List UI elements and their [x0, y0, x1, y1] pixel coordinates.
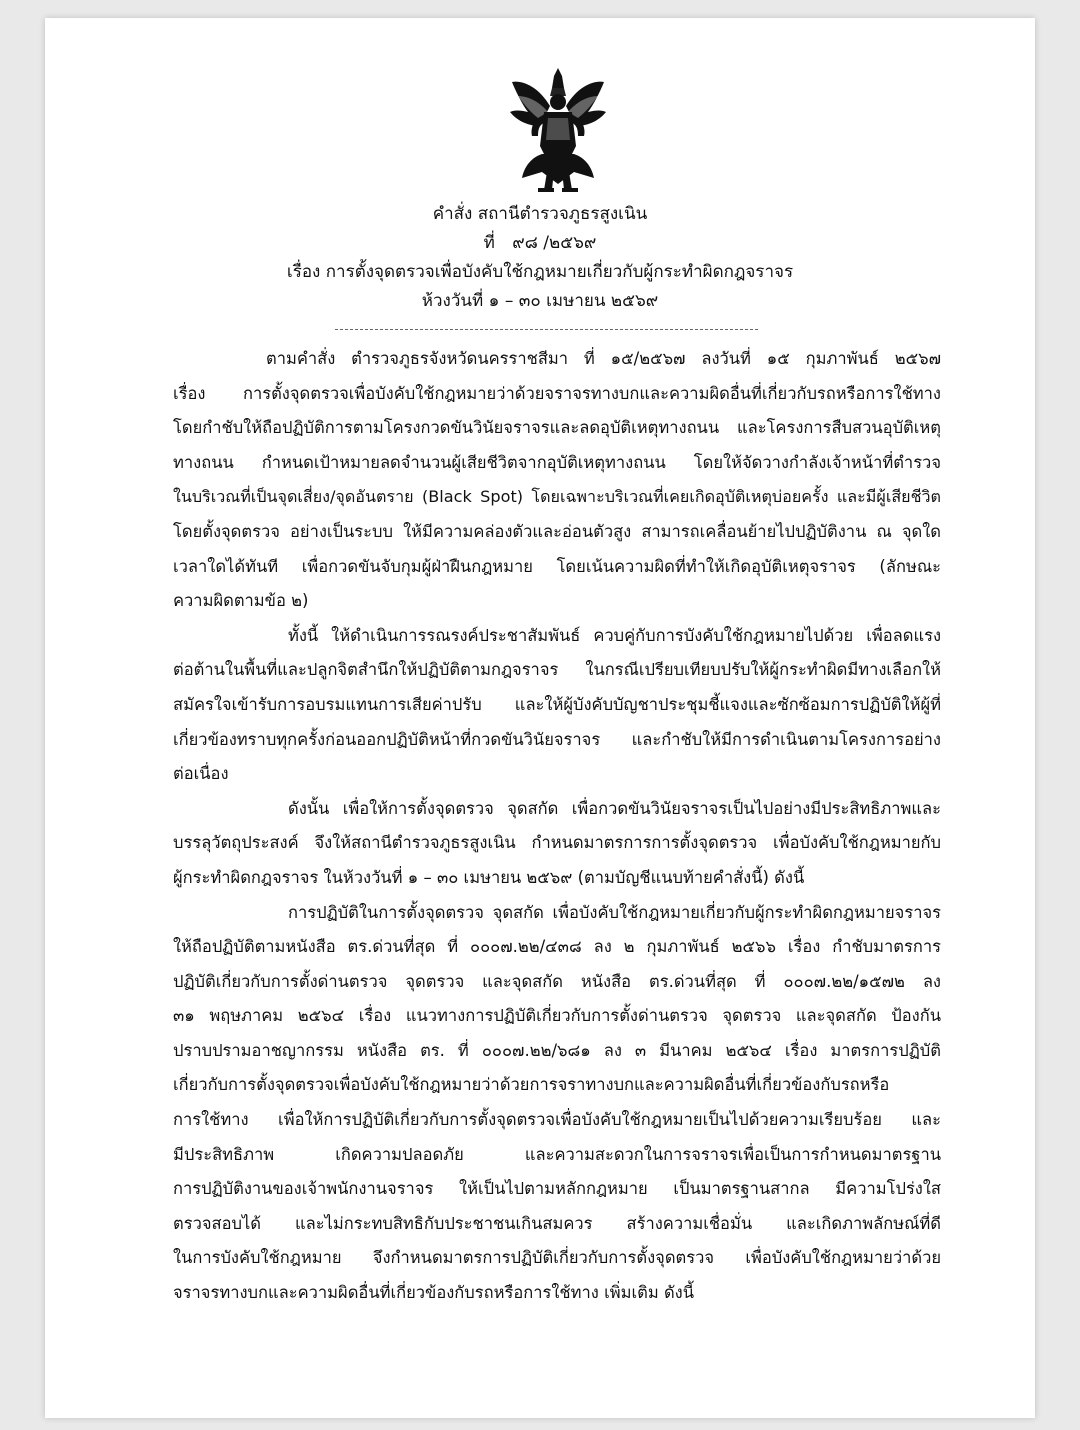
doc-number — [0, 229, 1080, 258]
text-line: โดยตั้งจุดตรวจ อย่างเป็นระบบ ให้มีความคล่องตัวและอ่อนตัวสูง สามารถเคลื่อนย้ายไปปฏิบัติงาน ณ จุดใด — [173, 521, 941, 541]
text-line: เวลาใดได้ทันที เพื่อกวดขันจับกุมผู้ฝ่าฝืนกฎหมาย โดยเน้นความผิดที่ทำให้เกิดอุบัติเหตุจราจร (ลักษณะ — [173, 556, 941, 576]
garuda-emblem-icon — [508, 66, 608, 194]
text-line: ในการบังคับใช้กฎหมาย จึงกำหนดมาตรการปฏิบัติเกี่ยวกับการตั้งจุดตรวจ เพื่อบังคับใช้กฎหมายว่าด้วย — [173, 1248, 941, 1268]
text-line: ๓๑ พฤษภาคม ๒๕๖๔ เรื่อง แนวทางการปฏิบัติเกี่ยวกับการตั้งด่านตรวจ จุดตรวจ และจุดสกัด ป้องกัน — [173, 1006, 941, 1026]
doc-number-value: ๙๘ /๒๕๖๙ — [512, 233, 597, 253]
text-line: ผู้กระทำผิดกฎจราจร ในห้วงวันที่ ๑ – ๓๐ เมษายน ๒๕๖๙ (ตามบัญชีแนบท้ายคำสั่งนี้) ดังนี้ — [173, 867, 805, 887]
text-line: โดยกำชับให้ถือปฏิบัติการตามโครงกวดขันวินัยจราจรและลดอุบัติเหตุทางถนน และโครงการสืบสวนอุบัติเหตุ — [173, 418, 941, 438]
text-line: เกี่ยวข้องทราบทุกครั้งก่อนออกปฏิบัติหน้าที่กวดขันวินัยจราจร และกำชับให้มีการดำเนินตามโครงการอย่าง — [173, 729, 941, 749]
text-line: มีประสิทธิภาพ เกิดความปลอดภัย และความสะดวกในการจราจรเพื่อเป็นการกำหนดมาตรฐาน — [173, 1144, 941, 1164]
text-line: ทางถนน กำหนดเป้าหมายลดจำนวนผู้เสียชีวิตจากอุบัติเหตุทางถนน โดยให้จัดวางกำลังเจ้าหน้าที่ตำรวจ — [173, 452, 941, 472]
text-line: ต่อเนื่อง — [173, 764, 229, 784]
text-line: บรรลุวัตถุประสงค์ จึงให้สถานีตำรวจภูธรสูงเนิน กำหนดมาตรการการตั้งจุดตรวจ เพื่อบังคับใช้กฎหมายกับ — [173, 833, 941, 853]
text-line: เกี่ยวกับการตั้งจุดตรวจเพื่อบังคับใช้กฎหมายว่าด้วยการจราทางบกและความผิดอื่นที่เกี่ยวข้องกับรถหรือ — [173, 1075, 890, 1095]
text-line: จราจรทางบกและความผิดอื่นที่เกี่ยวข้องกับรถหรือการใช้ทาง เพิ่มเติม ดังนี้ — [173, 1283, 694, 1303]
period-line: ห้วงวันที่ ๑ – ๓๐ เมษายน ๒๕๖๙ — [421, 291, 659, 311]
text-line: ตามคำสั่ง ตำรวจภูธรจังหวัดนครราชสีมา ที่ ๑๕/๒๕๖๗ ลงวันที่ ๑๕ กุมภาพันธ์ ๒๕๖๗ — [266, 349, 941, 368]
text-line: สมัครใจเข้ารับการอบรมแทนการเสียค่าปรับ และให้ผู้บังคับบัญชาประชุมชี้แจงและซักซ้อมการปฏิบัติให้ผู้ที่ — [173, 694, 941, 714]
text-line: เรื่อง การตั้งจุดตรวจเพื่อบังคับใช้กฎหมายว่าด้วยจราจรทางบกและความผิดอื่นที่เกี่ยวกับรถหรือการใช้ทาง — [173, 383, 941, 403]
document-header — [0, 200, 1080, 316]
header-divider — [335, 329, 758, 330]
paragraph-3 — [173, 792, 941, 896]
text-line: ตรวจสอบได้ และไม่กระทบสิทธิกับประชาชนเกินสมควร สร้างความเชื่อมั่น และเกิดภาพลักษณ์ที่ดี — [173, 1213, 941, 1233]
text-line: ต่อต้านในพื้นที่และปลูกจิตสำนึกให้ปฏิบัติตามกฎจราจร ในกรณีเปรียบเทียบปรับให้ผู้กระทำผิดมีทางเลือกให้ — [173, 660, 941, 680]
text-line: ปราบปรามอาชญากรรม หนังสือ ตร. ที่ ๐๐๐๗.๒๒/๖๘๑ ลง ๓ มีนาคม ๒๕๖๔ เรื่อง มาตรการปฏิบัติ — [173, 1040, 941, 1060]
text-line: การใช้ทาง เพื่อให้การปฏิบัติเกี่ยวกับการตั้งจุดตรวจเพื่อบังคับใช้กฎหมายเป็นไปด้วยความเรียบร้อย และ — [173, 1110, 941, 1130]
paragraph-4 — [173, 896, 941, 1311]
text-line: ดังนั้น เพื่อให้การตั้งจุดตรวจ จุดสกัด เพื่อกวดขันวินัยจราจรเป็นไปอย่างมีประสิทธิภาพและ — [288, 798, 941, 818]
text-line: ปฏิบัติเกี่ยวกับการตั้งด่านตรวจ จุดตรวจ และจุดสกัด หนังสือ ตร.ด่วนที่สุด ที่ ๐๐๐๗.๒๒/๑๕๗๒ ลง — [173, 971, 941, 991]
text-line: การปฏิบัติในการตั้งจุดตรวจ จุดสกัด เพื่อบังคับใช้กฎหมายเกี่ยวกับผู้กระทำผิดกฎหมายจราจร — [288, 902, 941, 922]
text-line: ในบริเวณที่เป็นจุดเสี่ยง/จุดอันตราย (Black Spot) โดยเฉพาะบริเวณที่เคยเกิดอุบัติเหตุบ่อยครั้ง และมีผู้เสียชีวิต — [173, 487, 941, 507]
org-line: คำสั่ง สถานีตำรวจภูธรสูงเนิน — [432, 204, 648, 224]
paragraph-1 — [173, 342, 941, 619]
text-line: ความผิดตามข้อ ๒) — [173, 591, 309, 611]
text-line: การปฏิบัติงานของเจ้าพนักงานจราจร ให้เป็นไปตามหลักกฎหมาย เป็นมาตรฐานสากล มีความโปร่งใส — [173, 1179, 941, 1199]
text-line: ทั้งนี้ ให้ดำเนินการรณรงค์ประชาสัมพันธ์ ควบคู่กับการบังคับใช้กฎหมายไปด้วย เพื่อลดแรง — [288, 625, 941, 645]
doc-number-prefix: ที่ — [483, 233, 495, 253]
paragraph-2 — [173, 619, 941, 792]
subject-line: เรื่อง การตั้งจุดตรวจเพื่อบังคับใช้กฎหมายเกี่ยวกับผู้กระทำผิดกฎจราจร — [286, 262, 794, 282]
text-line: ให้ถือปฏิบัติตามหนังสือ ตร.ด่วนที่สุด ที่ ๐๐๐๗.๒๒/๔๓๘ ลง ๒ กุมภาพันธ์ ๒๕๖๖ เรื่อง กำชับมาตรการ — [173, 937, 941, 957]
document-body — [173, 342, 941, 1311]
